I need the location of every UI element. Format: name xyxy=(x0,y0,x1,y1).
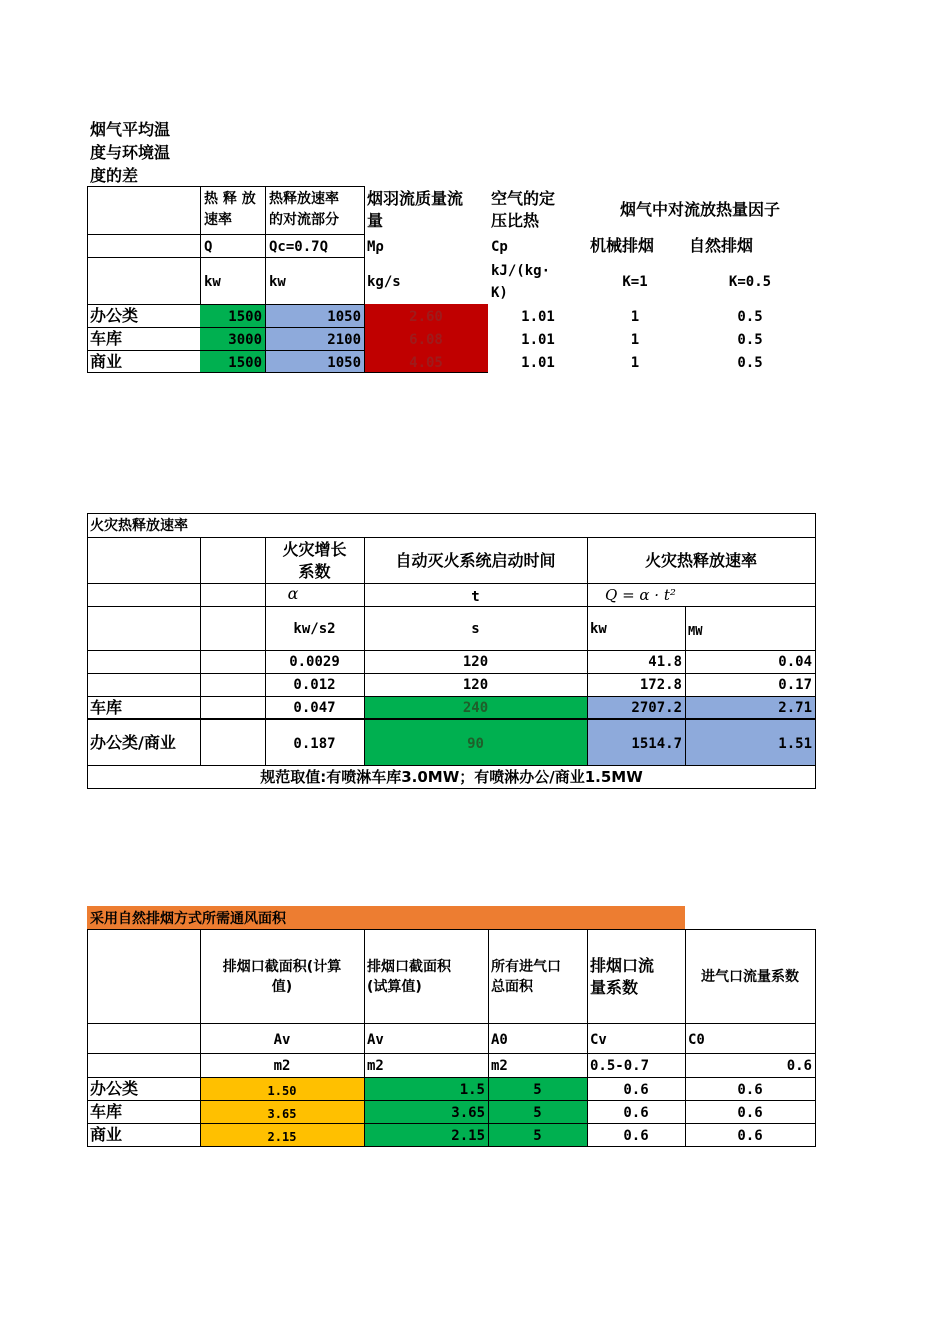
t1-h-qc-2: 的对流部分 xyxy=(269,212,339,228)
t1-cell-k1: 1 xyxy=(630,355,640,371)
t1-title-line1: 烟气平均温 xyxy=(90,120,171,139)
t3-cell-avcalc: 2.15 xyxy=(267,1130,297,1144)
t2-sym-t: t xyxy=(471,589,480,605)
t1-row-name: 车库 xyxy=(90,329,123,348)
t3-cell-c0: 0.6 xyxy=(737,1082,763,1098)
t1-unit-m: kg/s xyxy=(367,274,401,290)
t2-h-t: 自动灭火系统启动时间 xyxy=(395,551,556,570)
t3-cell-avcalc: 3.65 xyxy=(267,1107,297,1121)
t1-title-line3: 度的差 xyxy=(90,166,139,185)
t2-h-alpha-1: 火灾增长 xyxy=(282,540,347,559)
t3-unit-1: m2 xyxy=(273,1058,291,1074)
t3-h-avtry-2: (试算值) xyxy=(367,979,422,995)
t2-row-name: 办公类/商业 xyxy=(90,733,176,752)
t3-cell-avtry: 2.15 xyxy=(451,1128,485,1144)
t3-h-a0-2: 总面积 xyxy=(491,979,533,995)
t3-row-name: 商业 xyxy=(90,1125,123,1144)
t3-unit-c0: 0.6 xyxy=(786,1058,812,1074)
t3-h-avcalc-2: 值) xyxy=(271,979,293,995)
t3-cell-cv: 0.6 xyxy=(623,1105,649,1121)
t3-cell-c0: 0.6 xyxy=(737,1105,763,1121)
t1-sym-m: Mρ xyxy=(367,239,384,255)
t2-unit-t: s xyxy=(471,621,480,637)
t1-cell-cp: 1.01 xyxy=(521,355,555,371)
t3-row-name: 办公类 xyxy=(90,1079,139,1098)
t2-cell-kw: 172.8 xyxy=(639,677,682,693)
t3-cell-c0: 0.6 xyxy=(737,1128,763,1144)
t1-h-q-1: 热 释 放 xyxy=(204,191,256,207)
t3-cell-a0: 5 xyxy=(533,1105,542,1121)
t1-sym-q: Q xyxy=(204,239,213,255)
t1-cell-q: 3000 xyxy=(228,332,262,348)
t1-cell-q: 1500 xyxy=(228,309,262,325)
t3-h-cv-2: 量系数 xyxy=(590,978,639,997)
t3-sym-av1: Av xyxy=(273,1032,291,1048)
t1-cell-m: 2.60 xyxy=(409,309,443,325)
t3-sym-cv: Cv xyxy=(590,1032,607,1048)
t2-unit-mw: MW xyxy=(688,624,703,638)
t3-cell-a0: 5 xyxy=(533,1082,542,1098)
t2-cell-alpha: 0.0029 xyxy=(289,654,340,670)
t1-cell-k2: 0.5 xyxy=(737,309,763,325)
t2-sym-alpha: α xyxy=(287,584,299,603)
t1-h-k: 烟气中对流放热量因子 xyxy=(619,200,780,219)
t1-unit-cp-2: K) xyxy=(491,285,508,301)
t1-unit-k2: K=0.5 xyxy=(728,274,772,290)
t2-h-q: 火灾热释放速率 xyxy=(644,551,757,570)
t1-sym-nat: 自然排烟 xyxy=(689,236,754,255)
t1-row-name: 商业 xyxy=(90,352,123,371)
t1-h-cp-1: 空气的定 xyxy=(491,189,556,208)
t1-cell-cp: 1.01 xyxy=(521,309,555,325)
t2-cell-t: 90 xyxy=(467,736,484,752)
t1-h-qc-1: 热释放速率 xyxy=(269,191,339,207)
t1-cell-q: 1500 xyxy=(228,355,262,371)
t1-cell-k2: 0.5 xyxy=(737,332,763,348)
t1-title-line2: 度与环境温 xyxy=(90,143,171,162)
t2-footer: 规范取值:有喷淋车库3.0MW；有喷淋办公/商业1.5MW xyxy=(260,768,643,786)
t1-cell-cp: 1.01 xyxy=(521,332,555,348)
t1-cell-k1: 1 xyxy=(630,332,640,348)
t1-unit-k1: K=1 xyxy=(622,274,648,290)
t1-sym-mech: 机械排烟 xyxy=(590,236,655,255)
t2-unit-kw: kw xyxy=(590,621,607,637)
t1-cell-qc: 2100 xyxy=(327,332,361,348)
t3-cell-avtry: 3.65 xyxy=(451,1105,485,1121)
t2-unit-alpha: kw/s2 xyxy=(293,621,336,637)
t3-sym-a0: A0 xyxy=(491,1032,508,1048)
t2-cell-kw: 41.8 xyxy=(648,654,682,670)
t2-formula: Q = α · t² xyxy=(605,586,676,604)
t1-cell-k1: 1 xyxy=(630,309,640,325)
t1-cell-qc: 1050 xyxy=(327,355,361,371)
t1-cell-m: 6.08 xyxy=(409,332,443,348)
t2-cell-t: 120 xyxy=(462,654,489,670)
t3-row-name: 车库 xyxy=(90,1102,123,1121)
t2-cell-alpha: 0.187 xyxy=(293,736,336,752)
t1-unit-q: kw xyxy=(204,274,221,290)
t1-h-q-2: 速率 xyxy=(204,212,232,228)
t2-cell-kw: 2707.2 xyxy=(631,700,682,716)
t2-cell-t: 120 xyxy=(462,677,489,693)
t3-unit-2: m2 xyxy=(367,1058,384,1074)
t1-h-m-2: 量 xyxy=(367,211,384,230)
t2-row-name: 车库 xyxy=(90,698,123,717)
t3-sym-c0: C0 xyxy=(688,1032,705,1048)
t1-unit-cp-1: kJ/(kg· xyxy=(491,263,551,279)
t1-sym-cp: Cp xyxy=(491,239,508,255)
t2-title: 火灾热释放速率 xyxy=(90,518,188,534)
t2-cell-t: 240 xyxy=(462,700,489,716)
t3-title: 采用自然排烟方式所需通风面积 xyxy=(90,911,286,927)
t2-cell-mw: 2.71 xyxy=(778,700,812,716)
t1-row-name: 办公类 xyxy=(90,306,139,325)
t2-cell-mw: 0.04 xyxy=(778,654,812,670)
t1-unit-qc: kw xyxy=(269,274,286,290)
t1-cell-qc: 1050 xyxy=(327,309,361,325)
t3-unit-3: m2 xyxy=(491,1058,508,1074)
t3-sym-av2: Av xyxy=(367,1032,384,1048)
t3-h-avcalc-1: 排烟口截面积(计算 xyxy=(222,959,342,975)
t3-h-a0-1: 所有进气口 xyxy=(491,959,561,975)
t3-unit-cv: 0.5-0.7 xyxy=(590,1058,650,1074)
t2-cell-kw: 1514.7 xyxy=(631,736,682,752)
t1-h-cp-2: 压比热 xyxy=(491,211,540,230)
t2-cell-mw: 0.17 xyxy=(778,677,812,693)
t3-cell-avcalc: 1.50 xyxy=(267,1084,297,1098)
t3-cell-cv: 0.6 xyxy=(623,1128,649,1144)
t1-sym-qc: Qc=0.7Q xyxy=(269,239,329,255)
t2-cell-alpha: 0.012 xyxy=(293,677,336,693)
t3-h-c0: 进气口流量系数 xyxy=(701,969,799,985)
t3-h-cv-1: 排烟口流 xyxy=(590,956,655,975)
t3-h-avtry-1: 排烟口截面积 xyxy=(367,959,451,975)
t3-cell-avtry: 1.5 xyxy=(459,1082,485,1098)
t1-cell-k2: 0.5 xyxy=(737,355,763,371)
t2-cell-mw: 1.51 xyxy=(778,736,812,752)
t3-cell-a0: 5 xyxy=(533,1128,542,1144)
t2-h-alpha-2: 系数 xyxy=(298,562,331,581)
t3-cell-cv: 0.6 xyxy=(623,1082,649,1098)
t2-cell-alpha: 0.047 xyxy=(293,700,336,716)
t1-h-m-1: 烟羽流质量流 xyxy=(367,189,464,208)
t1-cell-m: 4.05 xyxy=(409,355,443,371)
